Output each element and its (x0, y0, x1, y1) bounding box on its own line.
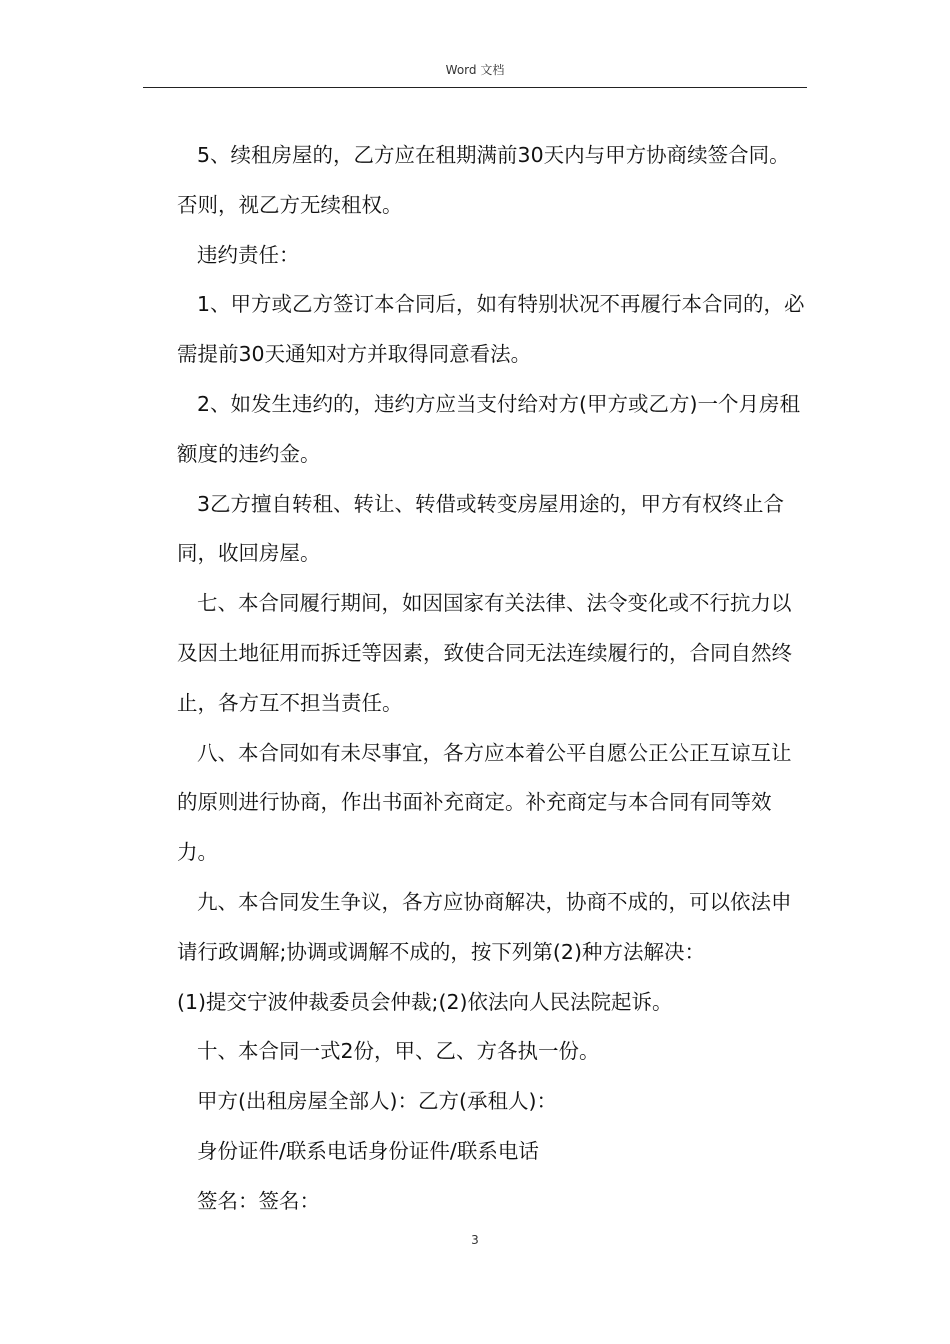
paragraph-clause-7: 七、本合同履行期间，如因国家有关法律、法令变化或不行抗力以及因土地征用而拆迁等因素，致使合同无法连续履行的，合同自然终止，各方互不担当责任。 (177, 591, 792, 715)
paragraph-breach-heading: 违约责任： (197, 242, 300, 267)
page-number: 3 (471, 1233, 479, 1247)
paragraph-renewal: 5、续租房屋的，乙方应在租期满前30天内与甲方协商续签合同。否则，视乙方无续租权。 (177, 143, 790, 217)
paragraph-breach-2: 2、如发生违约的，违约方应当支付给对方(甲方或乙方)一个月房租额度的违约金。 (177, 391, 801, 466)
paragraph-clause-10: 十、本合同一式2份，甲、乙、方各执一份。 (197, 1039, 600, 1064)
document-body (177, 131, 807, 1227)
page-header: Word 文档 (445, 63, 505, 77)
paragraph-parties: 甲方(出租房屋全部人)：乙方(承租人)： (197, 1089, 557, 1114)
paragraph-breach-1: 1、甲方或乙方签订本合同后，如有特别状况不再履行本合同的，必需提前30天通知对方并取得同意看法。 (177, 292, 805, 367)
paragraph-clause-9: 九、本合同发生争议，各方应协商解决，协商不成的，可以依法申请行政调解;协调或调解不成的，按下列第(2)种方法解决： (177, 889, 792, 964)
paragraph-clause-8: 八、本合同如有未尽事宜，各方应本着公平自愿公正公正互谅互让的原则进行协商，作出书面补充商定。补充商定与本合同有同等效力。 (177, 740, 792, 865)
header-divider (143, 87, 807, 88)
paragraph-dispute-options: (1)提交宁波仲裁委员会仲裁;(2)依法向人民法院起诉。 (177, 989, 673, 1014)
paragraph-breach-3: 3乙方擅自转租、转让、转借或转变房屋用途的，甲方有权终止合同，收回房屋。 (177, 491, 785, 566)
paragraph-id-phone: 身份证件/联系电话身份证件/联系电话 (197, 1138, 539, 1163)
paragraph-signatures: 签名：签名： (197, 1188, 320, 1213)
